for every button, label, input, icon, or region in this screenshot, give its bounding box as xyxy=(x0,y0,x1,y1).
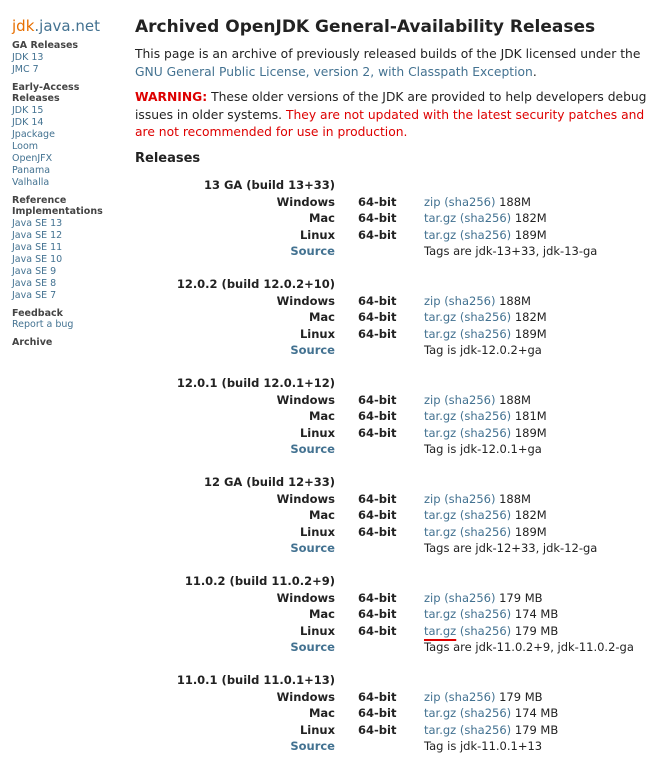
file-size: 174 MB xyxy=(514,706,559,721)
sha256-link[interactable]: (sha256) xyxy=(459,623,512,638)
os-label: Windows xyxy=(276,293,335,308)
sha256-link[interactable]: (sha256) xyxy=(459,326,512,341)
platform-row xyxy=(0,425,670,442)
nav-link[interactable]: JDK 14 xyxy=(12,116,44,128)
site-logo[interactable] xyxy=(12,16,122,36)
source-row xyxy=(0,738,670,755)
file-size: 188M xyxy=(499,491,531,506)
os-label: Mac xyxy=(308,706,335,721)
download-files xyxy=(424,194,531,211)
download-files xyxy=(424,392,531,409)
sha256-link[interactable]: (sha256) xyxy=(459,508,512,523)
download-files xyxy=(424,210,547,227)
sha256-link[interactable]: (sha256) xyxy=(459,425,512,440)
nav-link[interactable]: Jpackage xyxy=(12,128,55,140)
sha256-link[interactable]: (sha256) xyxy=(459,227,512,242)
file-size: 189M xyxy=(514,227,547,242)
file-size: 182M xyxy=(514,211,547,226)
os-label: Linux xyxy=(299,623,335,638)
download-link[interactable]: zip xyxy=(424,194,441,209)
arch-label: 64-bit xyxy=(358,524,397,539)
download-link[interactable]: zip xyxy=(424,293,441,308)
os-label: Windows xyxy=(276,194,335,209)
sha256-link[interactable]: (sha256) xyxy=(444,194,496,209)
os-label: Windows xyxy=(276,392,335,407)
download-files xyxy=(424,722,558,739)
nav-link[interactable]: OpenJFX xyxy=(12,152,53,164)
nav-heading: Feedback xyxy=(12,307,63,319)
platform-row xyxy=(0,590,670,607)
arch-label: 64-bit xyxy=(358,623,397,638)
arch-label: 64-bit xyxy=(358,310,397,325)
nav-link[interactable]: Java SE 8 xyxy=(12,277,57,289)
brand-rest: .java.net xyxy=(34,17,100,35)
intro-text: This page is an archive of previously released builds of the JDK licensed under the xyxy=(135,47,641,61)
download-files xyxy=(424,227,547,244)
download-files xyxy=(424,326,547,343)
os-label: Windows xyxy=(276,590,335,605)
sha256-link[interactable]: (sha256) xyxy=(459,211,512,226)
tag-info: Tag is jdk-11.0.1+13 xyxy=(424,739,543,754)
release-title: 11.0.1 (build 11.0.1+13) xyxy=(176,673,335,687)
arch-label: 64-bit xyxy=(358,491,397,506)
file-size: 174 MB xyxy=(514,607,559,622)
nav-section xyxy=(12,82,122,189)
download-link[interactable]: tar.gz xyxy=(424,409,457,424)
nav-link[interactable]: Java SE 13 xyxy=(12,217,63,229)
download-files xyxy=(424,606,558,623)
sha256-link[interactable]: (sha256) xyxy=(459,524,512,539)
sha256-link[interactable]: (sha256) xyxy=(444,392,496,407)
release-title: 12 GA (build 12+33) xyxy=(203,475,335,489)
tag-info: Tags are jdk-12+33, jdk-12-ga xyxy=(424,541,598,556)
platform-row xyxy=(0,392,670,409)
download-link[interactable]: tar.gz xyxy=(424,227,457,242)
arch-label: 64-bit xyxy=(358,392,397,407)
sha256-link[interactable]: (sha256) xyxy=(459,607,512,622)
nav-section xyxy=(12,40,122,76)
page-title: Archived OpenJDK General-Availability Releases xyxy=(135,17,596,37)
nav-link[interactable]: JMC 7 xyxy=(12,63,39,75)
download-link[interactable]: zip xyxy=(424,392,441,407)
download-files xyxy=(424,524,547,541)
arch-label: 64-bit xyxy=(358,508,397,523)
source-row xyxy=(0,639,670,656)
download-files xyxy=(424,705,558,722)
platform-row xyxy=(0,689,670,706)
platform-row xyxy=(0,309,670,326)
arch-label: 64-bit xyxy=(358,227,397,242)
arch-label: 64-bit xyxy=(358,326,397,341)
file-size: 179 MB xyxy=(514,623,559,638)
tag-info: Tag is jdk-12.0.2+ga xyxy=(424,343,542,358)
platform-row xyxy=(0,623,670,640)
os-label: Mac xyxy=(308,211,335,226)
nav-heading[interactable]: Archive xyxy=(12,337,53,348)
platform-row xyxy=(0,326,670,343)
nav-heading: GA Releases xyxy=(12,40,79,51)
arch-label: 64-bit xyxy=(358,409,397,424)
nav-heading: Early-Access Releases xyxy=(12,81,80,104)
nav-link[interactable]: Java SE 7 xyxy=(12,289,57,301)
platform-row xyxy=(0,408,670,425)
platform-row xyxy=(0,524,670,541)
platform-row xyxy=(0,491,670,508)
platform-row xyxy=(0,722,670,739)
os-label: Mac xyxy=(308,607,335,622)
source-link[interactable]: Source xyxy=(290,442,335,457)
arch-label: 64-bit xyxy=(358,590,397,605)
source-link[interactable]: Source xyxy=(290,739,335,754)
platform-row xyxy=(0,606,670,623)
nav-link[interactable]: JDK 15 xyxy=(12,104,44,116)
warning-paragraph xyxy=(135,89,650,142)
source-row xyxy=(0,243,670,260)
platform-row xyxy=(0,210,670,227)
file-size: 181M xyxy=(514,409,547,424)
brand-main: jdk xyxy=(12,17,35,35)
source-link[interactable]: Source xyxy=(290,541,335,556)
file-size: 189M xyxy=(514,326,547,341)
download-link[interactable]: tar.gz xyxy=(424,211,457,226)
arch-label: 64-bit xyxy=(358,194,397,209)
nav-link[interactable]: Java SE 9 xyxy=(12,265,57,277)
intro-end: . xyxy=(532,64,537,79)
gpl-license-link[interactable]: GNU General Public License, version 2, with Classpath Exception xyxy=(135,64,533,79)
tag-info: Tags are jdk-11.0.2+9, jdk-11.0.2-ga xyxy=(424,640,634,655)
nav-link[interactable]: Panama xyxy=(12,164,51,176)
download-link[interactable]: tar.gz xyxy=(424,623,457,638)
sha256-link[interactable]: (sha256) xyxy=(459,722,512,737)
download-link[interactable]: zip xyxy=(424,590,441,605)
file-size: 188M xyxy=(499,194,531,209)
sha256-link[interactable]: (sha256) xyxy=(459,409,512,424)
source-row xyxy=(0,342,670,359)
warning-text: These older versions of the JDK are provided to help developers debug issues in older systems. xyxy=(135,90,647,122)
file-size: 182M xyxy=(514,508,547,523)
os-label: Linux xyxy=(299,227,335,242)
file-size: 179 MB xyxy=(499,689,543,704)
platform-row xyxy=(0,293,670,310)
os-label: Linux xyxy=(299,425,335,440)
download-files xyxy=(424,590,543,607)
warning-label: WARNING: xyxy=(135,90,208,104)
nav-link[interactable]: Java SE 11 xyxy=(12,241,63,253)
file-size: 189M xyxy=(514,425,547,440)
nav-link[interactable]: Report a bug xyxy=(12,319,74,330)
tag-info: Tags are jdk-13+33, jdk-13-ga xyxy=(424,244,598,259)
download-link[interactable]: tar.gz xyxy=(424,310,457,325)
download-files xyxy=(424,309,547,326)
download-link[interactable]: tar.gz xyxy=(424,524,457,539)
intro-paragraph xyxy=(135,46,650,81)
nav-link[interactable]: JDK 13 xyxy=(12,51,44,63)
release-title: 13 GA (build 13+33) xyxy=(203,178,335,192)
arch-label: 64-bit xyxy=(358,722,397,737)
file-size: 188M xyxy=(499,293,531,308)
download-files xyxy=(424,293,531,310)
os-label: Mac xyxy=(308,508,335,523)
os-label: Linux xyxy=(299,524,335,539)
source-link[interactable]: Source xyxy=(290,244,335,259)
nav-link[interactable]: Valhalla xyxy=(12,176,50,188)
tag-info: Tag is jdk-12.0.1+ga xyxy=(424,442,542,457)
os-label: Mac xyxy=(308,409,335,424)
source-row xyxy=(0,540,670,557)
download-files xyxy=(424,623,558,640)
file-size: 188M xyxy=(499,392,531,407)
release-title: 12.0.2 (build 12.0.2+10) xyxy=(176,277,335,291)
os-label: Linux xyxy=(299,326,335,341)
download-files xyxy=(424,689,543,706)
sha256-link[interactable]: (sha256) xyxy=(459,706,512,721)
os-label: Linux xyxy=(299,722,335,737)
sha256-link[interactable]: (sha256) xyxy=(444,293,496,308)
nav-link[interactable]: Loom xyxy=(12,140,39,152)
download-link[interactable]: tar.gz xyxy=(424,508,457,523)
source-link[interactable]: Source xyxy=(290,640,335,655)
download-link[interactable]: zip xyxy=(424,491,441,506)
sha256-link[interactable]: (sha256) xyxy=(444,590,496,605)
os-label: Windows xyxy=(276,491,335,506)
file-size: 182M xyxy=(514,310,547,325)
warning-red-text: They are not updated with the latest security patches and are not recommended for use in production. xyxy=(135,107,645,139)
source-link[interactable]: Source xyxy=(290,343,335,358)
download-link[interactable]: tar.gz xyxy=(424,425,457,440)
file-size: 179 MB xyxy=(499,590,543,605)
release-title: 11.0.2 (build 11.0.2+9) xyxy=(184,574,335,588)
download-link[interactable]: tar.gz xyxy=(424,607,457,622)
download-link[interactable]: tar.gz xyxy=(424,722,457,737)
arch-label: 64-bit xyxy=(358,706,397,721)
download-files xyxy=(424,507,547,524)
os-label: Mac xyxy=(308,310,335,325)
download-link[interactable]: tar.gz xyxy=(424,706,457,721)
nav-link[interactable]: Java SE 10 xyxy=(12,253,63,265)
platform-row xyxy=(0,507,670,524)
arch-label: 64-bit xyxy=(358,425,397,440)
sha256-link[interactable]: (sha256) xyxy=(444,689,496,704)
arch-label: 64-bit xyxy=(358,293,397,308)
source-row xyxy=(0,441,670,458)
nav-link[interactable]: Java SE 12 xyxy=(12,229,63,241)
platform-row xyxy=(0,227,670,244)
main-content xyxy=(135,16,650,142)
download-files xyxy=(424,491,531,508)
os-label: Windows xyxy=(276,689,335,704)
releases-heading: Releases xyxy=(135,151,201,166)
arch-label: 64-bit xyxy=(358,607,397,622)
platform-row xyxy=(0,705,670,722)
download-link[interactable]: tar.gz xyxy=(424,326,457,341)
platform-row xyxy=(0,194,670,211)
nav-heading: Reference Implementations xyxy=(12,194,103,217)
arch-label: 64-bit xyxy=(358,211,397,226)
sha256-link[interactable]: (sha256) xyxy=(444,491,496,506)
release-title: 12.0.1 (build 12.0.1+12) xyxy=(176,376,335,390)
file-size: 189M xyxy=(514,524,547,539)
download-files xyxy=(424,408,547,425)
sha256-link[interactable]: (sha256) xyxy=(459,310,512,325)
download-files xyxy=(424,425,547,442)
file-size: 179 MB xyxy=(514,722,559,737)
arch-label: 64-bit xyxy=(358,689,397,704)
download-link[interactable]: zip xyxy=(424,689,441,704)
